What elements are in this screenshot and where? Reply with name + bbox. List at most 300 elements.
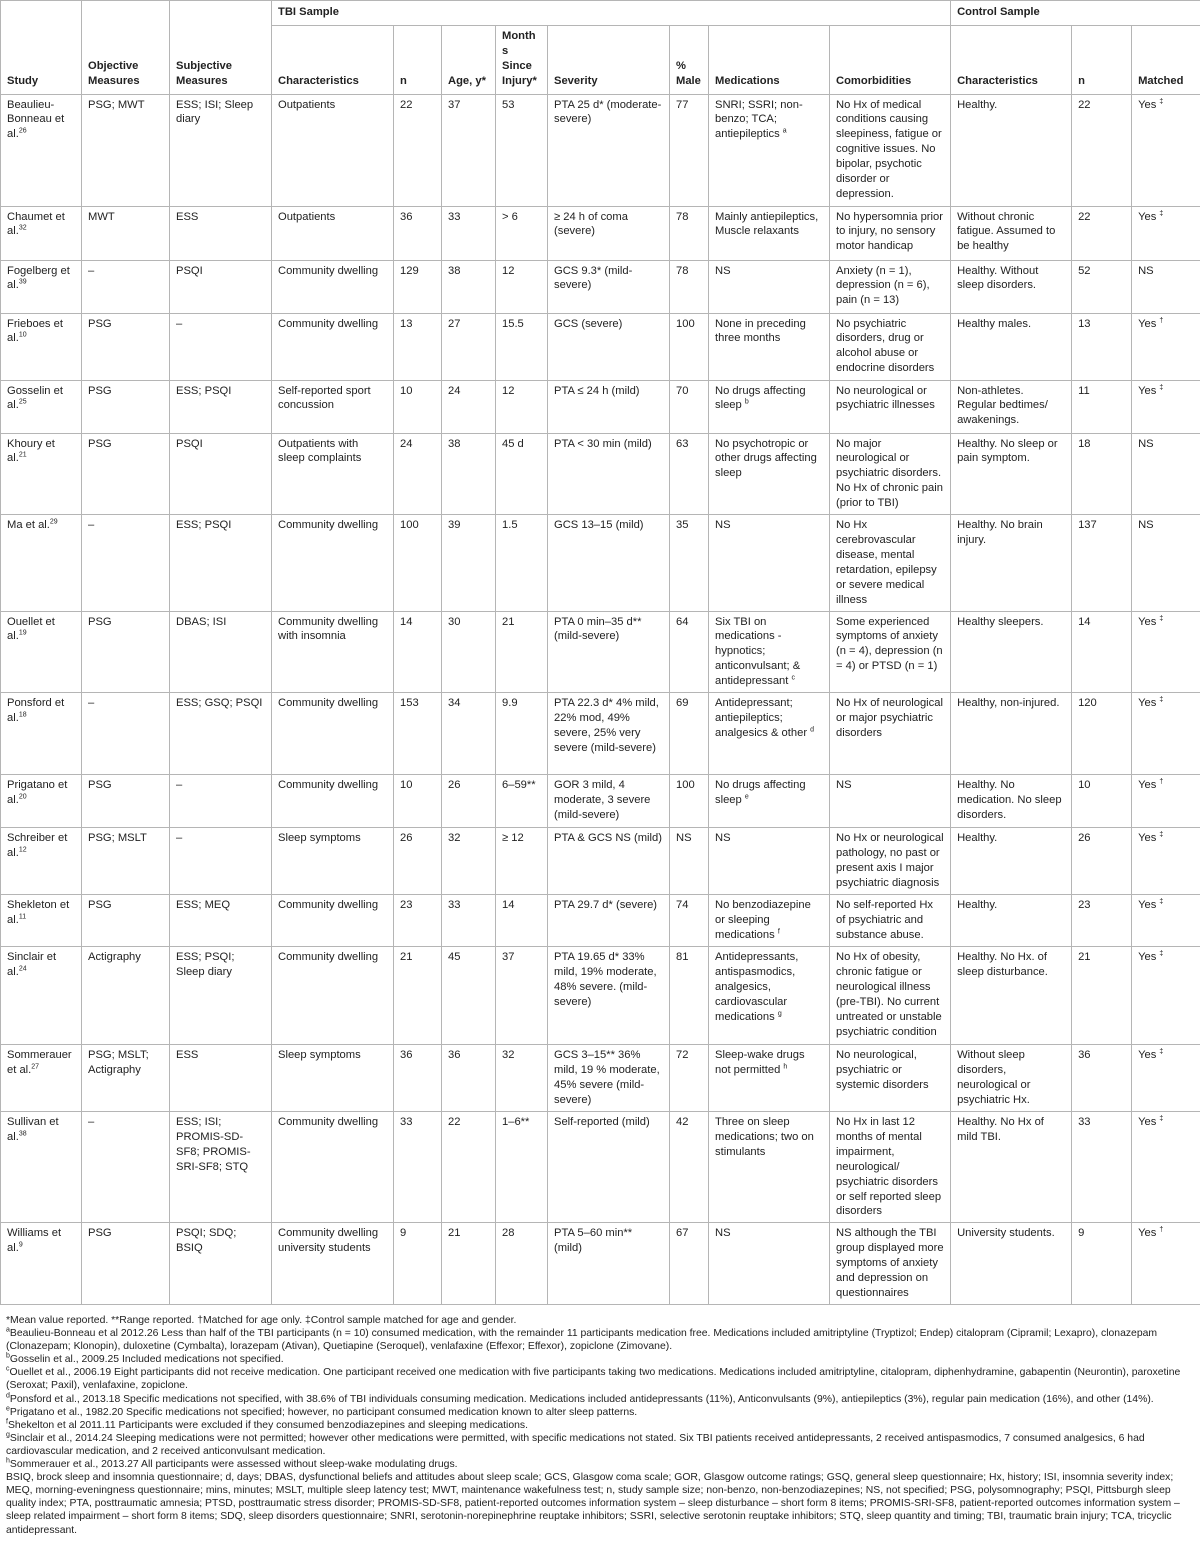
cell-months-since-injury: 53 <box>496 94 548 206</box>
cell-control-characteristics: University students. <box>951 1223 1072 1305</box>
table-row <box>1 94 1200 206</box>
cell-control-n: 18 <box>1072 433 1132 515</box>
cell-subjective-measures: ESS; ISI; PROMIS-SD-SF8; PROMIS-SRI-SF8; STQ <box>170 1112 272 1223</box>
cell-age: 33 <box>442 206 496 260</box>
cell-control-characteristics: Healthy. No medication. No sleep disorders. <box>951 775 1072 828</box>
matched-mark: ‡ <box>1159 1115 1164 1123</box>
reference-number: 11 <box>18 913 27 921</box>
cell-n: 100 <box>394 515 442 611</box>
cell-age: 26 <box>442 775 496 828</box>
cell-severity: PTA 5–60 min** (mild) <box>548 1223 670 1305</box>
cell-characteristics: Community dwelling <box>272 895 394 947</box>
cell-control-characteristics: Healthy. No Hx of mild TBI. <box>951 1112 1072 1223</box>
cell-objective-measures: PSG; MSLT <box>82 828 170 895</box>
cell-severity: PTA 29.7 d* (severe) <box>548 895 670 947</box>
cell-medications: Mainly antiepileptics, Muscle relaxants <box>709 206 830 260</box>
cell-age: 21 <box>442 1223 496 1305</box>
table-row <box>1 260 1200 313</box>
matched-mark: ‡ <box>1159 950 1164 958</box>
cell-medications: No psychotropic or other drugs affecting sleep <box>709 433 830 515</box>
table-row <box>1 313 1200 380</box>
cell-severity: PTA & GCS NS (mild) <box>548 828 670 895</box>
cell-objective-measures: PSG <box>82 895 170 947</box>
cell-objective-measures: PSG <box>82 313 170 380</box>
table-footnotes <box>6 1314 1194 1537</box>
matched-mark: † <box>1159 1226 1164 1234</box>
cell-percent-male: 77 <box>670 94 709 206</box>
cell-control-n: 22 <box>1072 94 1132 206</box>
footnote: BSIQ, brock sleep and insomnia questionnaire; d, days; DBAS, dysfunctional beliefs and attitudes about sleep scale; GCS, Glasgow coma scale; GOR, Glasgow outcome ratings; GSQ, general sleep questionnaire; Hx, history; ISI, insomnia severity index; MEQ, morning-eveningness questionnaire; mins, minutes; MSLT, multiple sleep latency test; MWT, maintenance wakefulness test; n, study sample size; non-benzo, non-benzodiazepines; NS, not specified; PSG, polysomnography; PSQI, Pittsburgh sleep quality index; PTA, posttraumatic amnesia; PTSD, posttraumatic stress disorder; PROMIS-SD-SF8, patient-reported outcomes information system – sleep disturbance – short form 8 items; PROMIS-SRI-SF8, patient-reported outcomes information system – sleep related impairment – short form 8 items; SDQ, sleep disorders questionnaire; SNRI, serotonin-norepinephrine reuptake inhibitors; SSRI, selective serotonin reuptake inhibitors; STQ, sleep quantity and timing; TBI, traumatic brain injury; TCA, tricyclic antidepressant. <box>6 1472 1180 1536</box>
matched-mark: ‡ <box>1159 831 1164 839</box>
cell-n: 10 <box>394 775 442 828</box>
cell-comorbidities: NS <box>830 775 951 828</box>
cell-medications: None in preceding three months <box>709 313 830 380</box>
cell-control-n: 33 <box>1072 1112 1132 1223</box>
cell-months-since-injury: 1–6** <box>496 1112 548 1223</box>
col-header-control-characteristics: Characteristics <box>951 25 1072 94</box>
cell-severity: PTA ≤ 24 h (mild) <box>548 380 670 433</box>
cell-age: 45 <box>442 947 496 1045</box>
cell-matched: NS <box>1132 433 1200 515</box>
cell-objective-measures: MWT <box>82 206 170 260</box>
cell-study: Gosselin et al.$^{25}$ <box>1 380 82 433</box>
group-header-control-sample: Control Sample <box>951 1 1200 26</box>
cell-months-since-injury: 12 <box>496 260 548 313</box>
footnote-mark: b <box>744 398 749 406</box>
cell-objective-measures: PSG <box>82 775 170 828</box>
reference-number: 19 <box>18 629 27 637</box>
reference-number: 12 <box>18 846 27 854</box>
cell-study: Shekleton et al.$^{11}$ <box>1 895 82 947</box>
cell-characteristics: Sleep symptoms <box>272 828 394 895</box>
cell-characteristics: Community dwelling university students <box>272 1223 394 1305</box>
cell-percent-male: 69 <box>670 693 709 775</box>
cell-subjective-measures: PSQI <box>170 260 272 313</box>
cell-objective-measures: – <box>82 693 170 775</box>
footnote: $^a$Beaulieu-Bonneau et al 2012.26 Less than half of the TBI participants (n = 10) consumed medication, with the remainder 11 participants medication free. Medications included amitriptyline (Tryptizol; Endep) citalopram (Cipramil; Lexapro), clonazepam (Clonazepam; Klonopin), duloxetine (Cymbalta), lorazepam (Ativan), Quetiapine (Seroquel), venlafaxine (Effexor; Effexor), zopiclone (Zimovane). <box>6 1326 1158 1353</box>
reference-number: 20 <box>18 793 27 801</box>
cell-control-characteristics: Healthy sleepers. <box>951 611 1072 693</box>
cell-objective-measures: PSG <box>82 433 170 515</box>
cell-severity: GCS 9.3* (mild-severe) <box>548 260 670 313</box>
cell-subjective-measures: DBAS; ISI <box>170 611 272 693</box>
cell-comorbidities: No Hx cerebrovascular disease, mental retardation, epilepsy or severe medical illness <box>830 515 951 611</box>
col-header-comorbidities: Comorbidities <box>830 25 951 94</box>
cell-percent-male: 64 <box>670 611 709 693</box>
matched-mark: ‡ <box>1159 614 1164 622</box>
col-header-study: Study <box>1 1 82 95</box>
cell-matched: Yes ‡ <box>1132 828 1200 895</box>
footnote-mark: f <box>777 928 780 936</box>
table-row <box>1 1223 1200 1305</box>
cell-subjective-measures: PSQI; SDQ; BSIQ <box>170 1223 272 1305</box>
cell-matched: Yes † <box>1132 1223 1200 1305</box>
footnote-mark: c <box>791 674 796 682</box>
footnote-mark: e <box>6 1405 10 1413</box>
cell-percent-male: 67 <box>670 1223 709 1305</box>
cell-medications: NS <box>709 515 830 611</box>
col-header-subjective-measures: Subjective Measures <box>170 1 272 95</box>
cell-study: Ouellet et al.$^{19}$ <box>1 611 82 693</box>
cell-subjective-measures: PSQI <box>170 433 272 515</box>
cell-control-n: 137 <box>1072 515 1132 611</box>
cell-characteristics: Community dwelling <box>272 515 394 611</box>
cell-subjective-measures: ESS; GSQ; PSQI <box>170 693 272 775</box>
footnote-mark: f <box>6 1418 8 1426</box>
cell-study: Frieboes et al.$^{10}$ <box>1 313 82 380</box>
cell-severity: PTA 0 min–35 d** (mild-severe) <box>548 611 670 693</box>
cell-subjective-measures: ESS; MEQ <box>170 895 272 947</box>
cell-months-since-injury: 12 <box>496 380 548 433</box>
cell-objective-measures: Actigraphy <box>82 947 170 1045</box>
cell-n: 26 <box>394 828 442 895</box>
cell-severity: PTA 25 d* (moderate-severe) <box>548 94 670 206</box>
footnote-mark: c <box>6 1365 10 1373</box>
reference-number: 38 <box>18 1130 27 1138</box>
cell-severity: Self-reported (mild) <box>548 1112 670 1223</box>
cell-objective-measures: PSG <box>82 1223 170 1305</box>
cell-matched: Yes ‡ <box>1132 380 1200 433</box>
cell-characteristics: Community dwelling <box>272 313 394 380</box>
table-row <box>1 828 1200 895</box>
cell-objective-measures: – <box>82 515 170 611</box>
reference-number: 29 <box>49 518 58 526</box>
cell-age: 38 <box>442 433 496 515</box>
cell-subjective-measures: – <box>170 775 272 828</box>
cell-percent-male: 100 <box>670 775 709 828</box>
cell-severity: ≥ 24 h of coma (severe) <box>548 206 670 260</box>
cell-study: Schreiber et al.$^{12}$ <box>1 828 82 895</box>
cell-n: 129 <box>394 260 442 313</box>
cell-matched: NS <box>1132 515 1200 611</box>
cell-percent-male: 63 <box>670 433 709 515</box>
table-row <box>1 611 1200 693</box>
cell-n: 24 <box>394 433 442 515</box>
table-row <box>1 775 1200 828</box>
cell-age: 27 <box>442 313 496 380</box>
cell-severity: GCS 13–15 (mild) <box>548 515 670 611</box>
cell-comorbidities: Anxiety (n = 1), depression (n = 6), pain (n = 13) <box>830 260 951 313</box>
cell-matched: Yes ‡ <box>1132 206 1200 260</box>
reference-number: 21 <box>18 451 27 459</box>
cell-age: 24 <box>442 380 496 433</box>
cell-study: Williams et al.$^9$ <box>1 1223 82 1305</box>
cell-percent-male: NS <box>670 828 709 895</box>
footnote-mark: a <box>782 127 787 135</box>
cell-characteristics: Community dwelling <box>272 775 394 828</box>
cell-medications: Antidepressant; antiepileptics; analgesics & other $^d$ <box>709 693 830 775</box>
cell-age: 39 <box>442 515 496 611</box>
matched-mark: ‡ <box>1159 209 1164 217</box>
cell-comorbidities: No Hx of medical conditions causing sleepiness, fatigue or cognitive issues. No bipolar, psychotic disorder or depression. <box>830 94 951 206</box>
cell-control-n: 11 <box>1072 380 1132 433</box>
reference-number: 25 <box>18 398 27 406</box>
cell-objective-measures: PSG; MWT <box>82 94 170 206</box>
cell-control-n: 26 <box>1072 828 1132 895</box>
footnote-mark: g <box>6 1431 10 1439</box>
cell-medications: Antidepressants, antispasmodics, analgesics, cardiovascular medications $^g$ <box>709 947 830 1045</box>
cell-control-n: 52 <box>1072 260 1132 313</box>
cell-n: 36 <box>394 1045 442 1112</box>
matched-mark: † <box>1159 778 1164 786</box>
cell-control-characteristics: Non-athletes. Regular bedtimes/ awakenings. <box>951 380 1072 433</box>
cell-age: 37 <box>442 94 496 206</box>
cell-percent-male: 78 <box>670 260 709 313</box>
cell-months-since-injury: 6–59** <box>496 775 548 828</box>
cell-severity: GCS 3–15** 36% mild, 19 % moderate, 45% severe (mild-severe) <box>548 1045 670 1112</box>
cell-subjective-measures: ESS; PSQI; Sleep diary <box>170 947 272 1045</box>
cell-percent-male: 78 <box>670 206 709 260</box>
cell-characteristics: Sleep symptoms <box>272 1045 394 1112</box>
cell-n: 21 <box>394 947 442 1045</box>
cell-percent-male: 72 <box>670 1045 709 1112</box>
cell-control-characteristics: Healthy. No Hx. of sleep disturbance. <box>951 947 1072 1045</box>
cell-characteristics: Self-reported sport concussion <box>272 380 394 433</box>
cell-percent-male: 81 <box>670 947 709 1045</box>
cell-n: 14 <box>394 611 442 693</box>
col-header-matched: Matched <box>1132 25 1200 94</box>
cell-age: 38 <box>442 260 496 313</box>
cell-objective-measures: PSG; MSLT; Actigraphy <box>82 1045 170 1112</box>
footnote: $^c$Ouellet et al., 2006.19 Eight participants did not receive medication. One participant received one medication with five participants taking two medications. Medications included amitriptyline, citalopram, diphenhydramine, gabapentin (Neurontin), paroxetine (Seroxat; Paxil), venlafaxine, zopiclone. <box>6 1365 1181 1392</box>
cell-matched: Yes ‡ <box>1132 611 1200 693</box>
cell-months-since-injury: 9.9 <box>496 693 548 775</box>
cell-characteristics: Community dwelling <box>272 1112 394 1223</box>
cell-control-n: 9 <box>1072 1223 1132 1305</box>
cell-control-characteristics: Healthy. <box>951 94 1072 206</box>
cell-months-since-injury: 21 <box>496 611 548 693</box>
cell-control-characteristics: Without chronic fatigue. Assumed to be healthy <box>951 206 1072 260</box>
footnote-mark: d <box>6 1392 10 1400</box>
group-header-tbi-sample: TBI Sample <box>272 1 951 26</box>
cell-characteristics: Outpatients with sleep complaints <box>272 433 394 515</box>
matched-mark: ‡ <box>1159 898 1164 906</box>
cell-subjective-measures: ESS; PSQI <box>170 515 272 611</box>
cell-matched: Yes † <box>1132 313 1200 380</box>
footnote: $^f$Shekelton et al 2011.11 Participants were excluded if they consumed benzodiazepines and sleeping medications. <box>6 1418 529 1431</box>
matched-mark: ‡ <box>1159 383 1164 391</box>
cell-percent-male: 42 <box>670 1112 709 1223</box>
matched-mark: ‡ <box>1159 696 1164 704</box>
cell-medications: Six TBI on medications -hypnotics; anticonvulsant; & antidepressant $^c$ <box>709 611 830 693</box>
cell-characteristics: Community dwelling <box>272 693 394 775</box>
footnote-mark: h <box>6 1457 10 1465</box>
cell-n: 33 <box>394 1112 442 1223</box>
reference-number: 39 <box>18 278 27 286</box>
table-row <box>1 380 1200 433</box>
cell-months-since-injury: 1.5 <box>496 515 548 611</box>
cell-months-since-injury: ≥ 12 <box>496 828 548 895</box>
reference-number: 18 <box>18 711 27 719</box>
cell-severity: PTA 19.65 d* 33% mild, 19% moderate, 48% severe. (mild-severe) <box>548 947 670 1045</box>
cell-study: Prigatano et al.$^{20}$ <box>1 775 82 828</box>
matched-mark: ‡ <box>1159 97 1164 105</box>
cell-months-since-injury: 37 <box>496 947 548 1045</box>
cell-comorbidities: No Hx of neurological or major psychiatric disorders <box>830 693 951 775</box>
cell-comorbidities: No neurological or psychiatric illnesses <box>830 380 951 433</box>
footnote: *Mean value reported. **Range reported. †Matched for age only. ‡Control sample matched for age and gender. <box>6 1315 517 1326</box>
cell-comorbidities: Some experienced symptoms of anxiety (n = 4), depression (n = 4) or PTSD (n = 1) <box>830 611 951 693</box>
cell-percent-male: 100 <box>670 313 709 380</box>
col-header-percent-male: % Male <box>670 25 709 94</box>
cell-medications: Sleep-wake drugs not permitted $^h$ <box>709 1045 830 1112</box>
cell-study: Ma et al.$^{29}$ <box>1 515 82 611</box>
cell-comorbidities: No Hx or neurological pathology, no past or present axis I major psychiatric diagnosis <box>830 828 951 895</box>
cell-subjective-measures: – <box>170 313 272 380</box>
footnote: $^b$Gosselin et al., 2009.25 Included medications not specified. <box>6 1352 284 1366</box>
cell-subjective-measures: ESS <box>170 206 272 260</box>
cell-age: 34 <box>442 693 496 775</box>
cell-comorbidities: No hypersomnia prior to injury, no sensory motor handicap <box>830 206 951 260</box>
cell-control-characteristics: Healthy. <box>951 895 1072 947</box>
cell-medications: No drugs affecting sleep $^b$ <box>709 380 830 433</box>
cell-control-characteristics: Healthy. No brain injury. <box>951 515 1072 611</box>
cell-n: 9 <box>394 1223 442 1305</box>
matched-mark: ‡ <box>1159 1048 1164 1056</box>
cell-matched: Yes ‡ <box>1132 94 1200 206</box>
cell-months-since-injury: 32 <box>496 1045 548 1112</box>
cell-n: 13 <box>394 313 442 380</box>
cell-medications: NS <box>709 1223 830 1305</box>
cell-age: 30 <box>442 611 496 693</box>
table-row <box>1 1045 1200 1112</box>
cell-comorbidities: No major neurological or psychiatric disorders. No Hx of chronic pain (prior to TBI) <box>830 433 951 515</box>
footnote-mark: g <box>777 1009 782 1017</box>
cell-study: Sinclair et al.$^{24}$ <box>1 947 82 1045</box>
cell-control-characteristics: Healthy. <box>951 828 1072 895</box>
cell-matched: Yes ‡ <box>1132 693 1200 775</box>
cell-study: Chaumet et al.$^{32}$ <box>1 206 82 260</box>
footnote: $^g$Sinclair et al., 2014.24 Sleeping medications were not permitted; however other medications were permitted, with specific medications not stated. Six TBI patients received antidepressants, 2 received antispasmodics, 7 consumed analgesics, 6 had cardiovascular medication, and 2 received anticonvulsant medication. <box>6 1431 1145 1457</box>
cell-medications: No benzodiazepine or sleeping medications $^f$ <box>709 895 830 947</box>
cell-characteristics: Community dwelling <box>272 947 394 1045</box>
cell-age: 22 <box>442 1112 496 1223</box>
cell-n: 23 <box>394 895 442 947</box>
cell-comorbidities: No Hx in last 12 months of mental impairment, neurological/ psychiatric disorders or self reported sleep disorders <box>830 1112 951 1223</box>
cell-control-n: 21 <box>1072 947 1132 1045</box>
cell-severity: GOR 3 mild, 4 moderate, 3 severe (mild-severe) <box>548 775 670 828</box>
cell-characteristics: Community dwelling <box>272 260 394 313</box>
cell-medications: NS <box>709 828 830 895</box>
cell-n: 22 <box>394 94 442 206</box>
footnote: $^e$Prigatano et al., 1982.20 Specific medications not specified; however, no participant consumed medication known to alter sleep patterns. <box>6 1405 638 1418</box>
cell-subjective-measures: – <box>170 828 272 895</box>
cell-percent-male: 70 <box>670 380 709 433</box>
footnote: $^d$Ponsford et al., 2013.18 Specific medications not specified, with 38.6% of TBI individuals consuming medication. Medications included antidepressants (11%), Anticonvulsants (9%), antiepileptics (3%), regular pain medication (16%), and other (14%). <box>6 1392 1154 1405</box>
cell-objective-measures: PSG <box>82 611 170 693</box>
reference-number: 32 <box>18 224 27 232</box>
cell-months-since-injury: 28 <box>496 1223 548 1305</box>
cell-control-characteristics: Healthy, non-injured. <box>951 693 1072 775</box>
table-row <box>1 1112 1200 1223</box>
table-row <box>1 433 1200 515</box>
table-row <box>1 895 1200 947</box>
reference-number: 24 <box>18 965 27 973</box>
footnote-mark: b <box>6 1352 10 1360</box>
cell-control-n: 23 <box>1072 895 1132 947</box>
cell-percent-male: 35 <box>670 515 709 611</box>
reference-number: 9 <box>18 1241 23 1249</box>
cell-comorbidities: No psychiatric disorders, drug or alcohol abuse or endocrine disorders <box>830 313 951 380</box>
cell-control-n: 22 <box>1072 206 1132 260</box>
reference-number: 26 <box>18 127 27 135</box>
cell-matched: Yes ‡ <box>1132 1112 1200 1223</box>
cell-control-characteristics: Healthy. No sleep or pain symptom. <box>951 433 1072 515</box>
cell-severity: GCS (severe) <box>548 313 670 380</box>
table-row <box>1 515 1200 611</box>
cell-medications: SNRI; SSRI; non-benzo; TCA; antiepileptics $^a$ <box>709 94 830 206</box>
cell-months-since-injury: 14 <box>496 895 548 947</box>
footnote: $^h$Sommerauer et al., 2013.27 All participants were assessed without sleep-wake modulating drugs. <box>6 1457 458 1471</box>
cell-control-characteristics: Healthy males. <box>951 313 1072 380</box>
cell-comorbidities: No neurological, psychiatric or systemic disorders <box>830 1045 951 1112</box>
cell-control-characteristics: Without sleep disorders, neurological or psychiatric Hx. <box>951 1045 1072 1112</box>
col-header-severity: Severity <box>548 25 670 94</box>
table-row <box>1 693 1200 775</box>
cell-study: Sommerauer et al.$^{27}$ <box>1 1045 82 1112</box>
cell-matched: Yes ‡ <box>1132 895 1200 947</box>
cell-characteristics: Outpatients <box>272 206 394 260</box>
cell-subjective-measures: ESS; PSQI <box>170 380 272 433</box>
cell-months-since-injury: 15.5 <box>496 313 548 380</box>
footnote-mark: h <box>783 1063 788 1071</box>
cell-percent-male: 74 <box>670 895 709 947</box>
cell-control-n: 10 <box>1072 775 1132 828</box>
table-row <box>1 206 1200 260</box>
col-header-objective-measures: Objective Measures <box>82 1 170 95</box>
cell-comorbidities: No Hx of obesity, chronic fatigue or neurological illness (pre-TBI). No current untreated or unstable psychiatric condition <box>830 947 951 1045</box>
cell-objective-measures: PSG <box>82 380 170 433</box>
col-header-age: Age, y* <box>442 25 496 94</box>
cell-n: 36 <box>394 206 442 260</box>
footnote-mark: e <box>744 793 749 801</box>
cell-control-characteristics: Healthy. Without sleep disorders. <box>951 260 1072 313</box>
cell-n: 153 <box>394 693 442 775</box>
cell-objective-measures: – <box>82 260 170 313</box>
cell-severity: PTA 22.3 d* 4% mild, 22% mod, 49% severe, 25% very severe (mild-severe) <box>548 693 670 775</box>
cell-subjective-measures: ESS; ISI; Sleep diary <box>170 94 272 206</box>
col-header-medications: Medications <box>709 25 830 94</box>
cell-control-n: 14 <box>1072 611 1132 693</box>
reference-number: 10 <box>18 331 27 339</box>
col-header-control-n: n <box>1072 25 1132 94</box>
col-header-characteristics: Characteristics <box>272 25 394 94</box>
matched-mark: † <box>1159 316 1164 324</box>
cell-matched: Yes ‡ <box>1132 1045 1200 1112</box>
cell-medications: Three on sleep medications; two on stimulants <box>709 1112 830 1223</box>
reference-number: 27 <box>31 1063 40 1071</box>
cell-characteristics: Outpatients <box>272 94 394 206</box>
footnote-mark: a <box>6 1326 10 1334</box>
cell-control-n: 36 <box>1072 1045 1132 1112</box>
cell-medications: No drugs affecting sleep $^e$ <box>709 775 830 828</box>
cell-months-since-injury: 45 d <box>496 433 548 515</box>
footnote-mark: d <box>810 726 815 734</box>
table-body <box>1 94 1200 1304</box>
cell-comorbidities: No self-reported Hx of psychiatric and substance abuse. <box>830 895 951 947</box>
cell-subjective-measures: ESS <box>170 1045 272 1112</box>
cell-study: Ponsford et al.$^{18}$ <box>1 693 82 775</box>
cell-matched: Yes ‡ <box>1132 947 1200 1045</box>
cell-n: 10 <box>394 380 442 433</box>
cell-comorbidities: NS although the TBI group displayed more symptoms of anxiety and depression on questionnaires <box>830 1223 951 1305</box>
cell-characteristics: Community dwelling with insomnia <box>272 611 394 693</box>
cell-study: Beaulieu-Bonneau et al.$^{26}$ <box>1 94 82 206</box>
col-header-months-since-injury: Months Since Injury* <box>496 25 548 94</box>
cell-control-n: 13 <box>1072 313 1132 380</box>
cell-age: 33 <box>442 895 496 947</box>
cell-medications: NS <box>709 260 830 313</box>
